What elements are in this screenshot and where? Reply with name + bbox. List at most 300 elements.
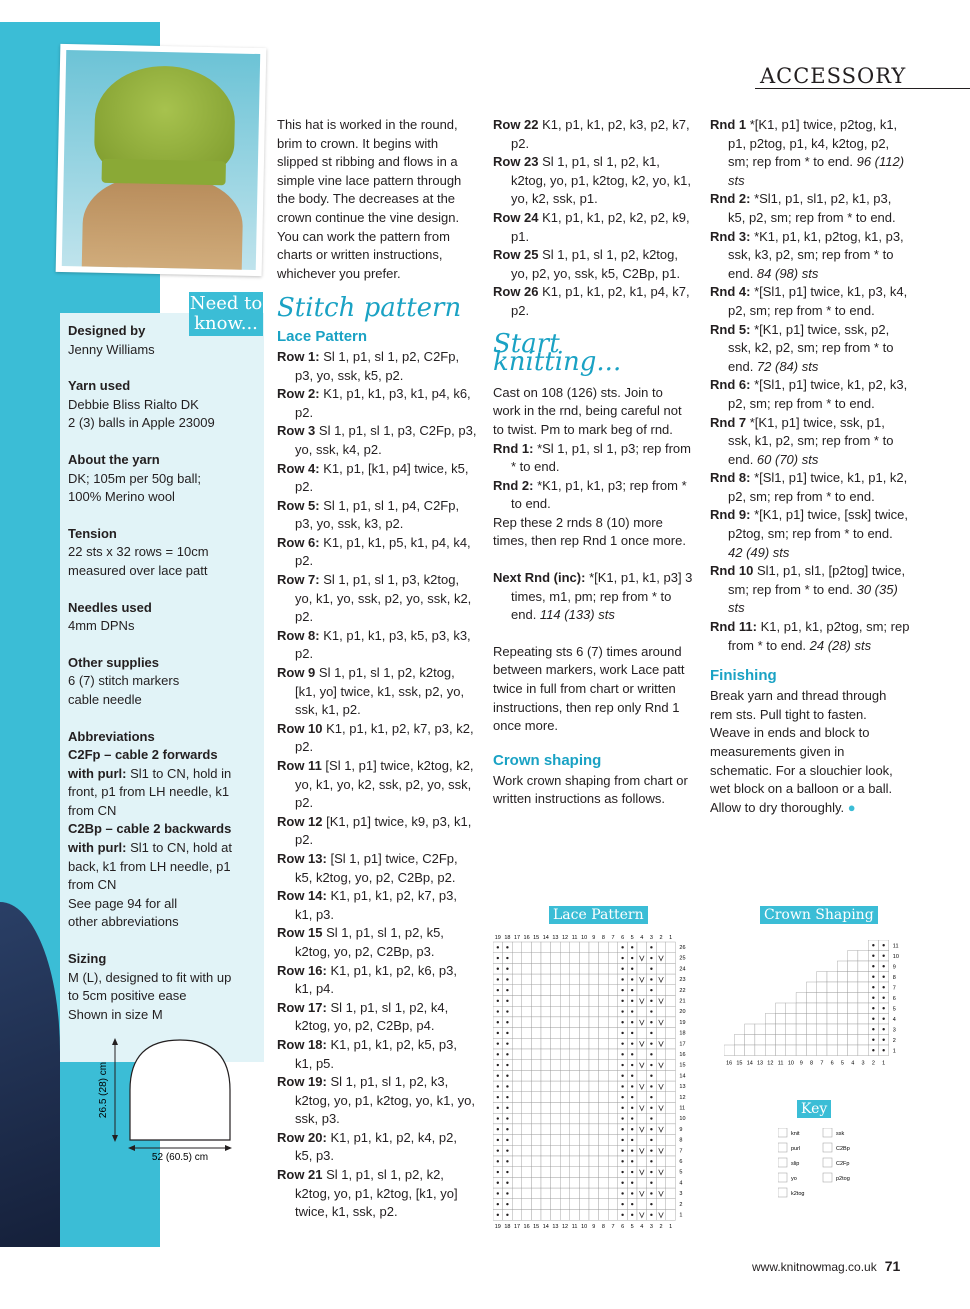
purl-mark bbox=[497, 1085, 499, 1087]
purl-mark bbox=[882, 1049, 884, 1051]
purl-mark bbox=[497, 1053, 499, 1055]
instruction-row: Rnd 6: *[Sl1, p1] twice, k1, p2, k3, p2, sm; rep from * to end. bbox=[710, 377, 908, 411]
lace-cell bbox=[637, 1038, 647, 1049]
crown-row-label: 10 bbox=[892, 954, 899, 960]
lace-cell bbox=[589, 1038, 599, 1049]
info-line: 100% Merino wool bbox=[68, 489, 175, 505]
purl-mark bbox=[506, 1128, 508, 1130]
finishing-title: Finishing bbox=[710, 667, 777, 685]
lace-col-label: 10 bbox=[581, 935, 588, 941]
purl-mark bbox=[882, 997, 884, 999]
key-label: k2tog bbox=[791, 1191, 805, 1197]
lace-cell bbox=[608, 1070, 618, 1081]
lace-cell bbox=[522, 996, 532, 1007]
lace-cell bbox=[541, 1060, 551, 1071]
crown-cell bbox=[776, 1045, 786, 1056]
lace-cell bbox=[589, 985, 599, 996]
crown-col-label: 10 bbox=[787, 1060, 795, 1067]
crown-cell bbox=[837, 982, 847, 993]
lace-cell bbox=[666, 1135, 676, 1146]
lace-cell bbox=[551, 1006, 561, 1017]
lace-row-label: 11 bbox=[679, 1105, 686, 1112]
key-swatch bbox=[823, 1128, 832, 1137]
crown-cell bbox=[827, 1014, 837, 1025]
lace-chart bbox=[493, 930, 713, 1240]
key-title: Key bbox=[797, 1100, 831, 1118]
purl-mark bbox=[621, 1214, 623, 1216]
lace-row-label: 25 bbox=[679, 955, 686, 962]
lace-cell bbox=[589, 1028, 599, 1039]
crown-cell bbox=[786, 1003, 796, 1014]
lace-cell bbox=[579, 1070, 589, 1081]
crown-col-label: 5 bbox=[840, 1060, 844, 1067]
lace-cell bbox=[599, 1124, 609, 1135]
lace-cell bbox=[551, 1038, 561, 1049]
lace-col-label: 11 bbox=[571, 1224, 578, 1231]
lace-cell bbox=[656, 1038, 666, 1049]
info-line: See page 94 for all bbox=[68, 895, 178, 911]
lace-cell bbox=[570, 1113, 580, 1124]
crown-row-label: 5 bbox=[892, 1006, 896, 1013]
lace-cell bbox=[522, 1049, 532, 1060]
lace-cell bbox=[541, 985, 551, 996]
lace-cell bbox=[551, 1081, 561, 1092]
lace-cell bbox=[637, 1145, 647, 1156]
lace-col-label: 16 bbox=[523, 1224, 530, 1231]
lace-cell bbox=[541, 953, 551, 964]
lace-cell bbox=[666, 1145, 676, 1156]
crown-col-label: 2 bbox=[871, 1060, 875, 1067]
lace-cell bbox=[551, 1028, 561, 1039]
instruction-row: Row 6: K1, p1, k1, p5, k1, p4, k4, p2. bbox=[277, 534, 471, 569]
crown-row-label: 1 bbox=[892, 1048, 896, 1055]
lace-cell bbox=[599, 1038, 609, 1049]
crown-cell bbox=[827, 1035, 837, 1046]
lace-cell bbox=[560, 985, 570, 996]
lace-cell bbox=[637, 1103, 647, 1114]
lace-cell bbox=[541, 996, 551, 1007]
lace-cell bbox=[666, 1167, 676, 1178]
lace-cell bbox=[560, 1124, 570, 1135]
section-label: ACCESSORY bbox=[760, 64, 907, 88]
lace-cell bbox=[579, 1135, 589, 1146]
crown-cell bbox=[796, 1045, 806, 1056]
lace-cell bbox=[608, 1081, 618, 1092]
lace-cell bbox=[656, 942, 666, 953]
purl-mark bbox=[872, 965, 874, 967]
purl-mark bbox=[506, 1203, 508, 1205]
crown-cell bbox=[827, 982, 837, 993]
purl-mark bbox=[497, 1107, 499, 1109]
lace-cell bbox=[637, 1070, 647, 1081]
lace-cell bbox=[589, 1049, 599, 1060]
lace-cell bbox=[531, 1060, 541, 1071]
lace-cell bbox=[512, 1124, 522, 1135]
purl-mark bbox=[621, 1128, 623, 1130]
lace-cell bbox=[551, 1145, 561, 1156]
crown-col-label: 12 bbox=[767, 1060, 774, 1067]
instruction-row: Row 16: K1, p1, k1, p2, k6, p3, k1, p4. bbox=[277, 962, 457, 997]
lace-cell bbox=[579, 1188, 589, 1199]
chart-key bbox=[778, 1128, 868, 1208]
lace-cell bbox=[608, 1124, 618, 1135]
info-line: C2Bp – cable 2 backwards bbox=[68, 821, 232, 837]
lace-cell bbox=[522, 1113, 532, 1124]
crown-row-label: 11 bbox=[892, 943, 899, 950]
purl-mark bbox=[872, 986, 874, 988]
lace-rows-2 bbox=[493, 116, 693, 321]
purl-mark bbox=[650, 978, 652, 980]
lace-cell bbox=[666, 953, 676, 964]
instruction-row: Row 22 K1, p1, k1, p2, k3, p2, k7, p2. bbox=[493, 117, 690, 151]
lace-cell bbox=[608, 963, 618, 974]
crown-cell bbox=[806, 1014, 816, 1025]
crown-col-label: 7 bbox=[820, 1060, 824, 1067]
lace-cell bbox=[560, 1017, 570, 1028]
lace-cell bbox=[522, 974, 532, 985]
purl-mark bbox=[650, 1032, 652, 1034]
lace-cell bbox=[599, 1145, 609, 1156]
purl-mark bbox=[650, 1107, 652, 1109]
hat-schematic bbox=[90, 1035, 260, 1165]
purl-mark bbox=[497, 1128, 499, 1130]
purl-mark bbox=[621, 1010, 623, 1012]
purl-mark bbox=[650, 1160, 652, 1162]
schematic-width: 52 (60.5) cm bbox=[151, 1152, 209, 1163]
crown-rows bbox=[710, 116, 910, 655]
lace-cell bbox=[551, 1156, 561, 1167]
lace-cell bbox=[579, 1038, 589, 1049]
purl-mark bbox=[650, 989, 652, 991]
lace-cell bbox=[656, 1124, 666, 1135]
lace-cell bbox=[512, 942, 522, 953]
lace-cell bbox=[599, 1188, 609, 1199]
lace-row-label: 12 bbox=[679, 1094, 686, 1101]
lace-cell bbox=[589, 1156, 599, 1167]
lace-cell bbox=[656, 953, 666, 964]
crown-cell bbox=[745, 1024, 755, 1035]
lace-cell bbox=[589, 1188, 599, 1199]
crown-cell bbox=[848, 961, 858, 972]
info-line: front, p1 from LH needle, k1 bbox=[68, 784, 230, 800]
lace-cell bbox=[656, 1103, 666, 1114]
purl-mark bbox=[631, 1053, 633, 1055]
info-line: Jenny Williams bbox=[68, 341, 155, 357]
info-line: from CN bbox=[68, 877, 117, 893]
lace-cell bbox=[579, 1177, 589, 1188]
lace-cell bbox=[560, 963, 570, 974]
crown-cell bbox=[858, 1024, 868, 1035]
footer: www.knitnowmag.co.uk 71 bbox=[752, 1258, 901, 1274]
crown-cell bbox=[858, 972, 868, 983]
lace-cell bbox=[531, 1188, 541, 1199]
crown-cell bbox=[858, 961, 868, 972]
lace-cell bbox=[541, 1167, 551, 1178]
lace-col-label: 17 bbox=[513, 1224, 521, 1231]
crown-cell bbox=[837, 972, 847, 983]
purl-mark bbox=[650, 1000, 652, 1002]
purl-mark bbox=[631, 1000, 633, 1002]
lace-cell bbox=[560, 1081, 570, 1092]
purl-mark bbox=[631, 1075, 633, 1077]
lace-cell bbox=[570, 1210, 580, 1221]
lace-cell bbox=[522, 1103, 532, 1114]
lace-cell bbox=[531, 1081, 541, 1092]
purl-mark bbox=[621, 968, 623, 970]
purl-mark bbox=[650, 1128, 652, 1130]
purl-mark bbox=[497, 1021, 499, 1023]
crown-cell bbox=[796, 1014, 806, 1025]
lace-cell bbox=[541, 1092, 551, 1103]
instruction-row: Repeating sts 6 (7) times around between markers, work Lace patt twice in full from chart or written instructions, then rep only Rnd 1 once more. bbox=[493, 643, 685, 734]
purl-mark bbox=[631, 1085, 633, 1087]
lace-cell bbox=[666, 1210, 676, 1221]
info-line: to 5cm positive ease bbox=[68, 988, 187, 1004]
need-to-know-tab: Need to know... bbox=[189, 293, 263, 334]
lace-cell bbox=[666, 974, 676, 985]
lace-cell bbox=[531, 963, 541, 974]
info-line: Debbie Bliss Rialto DK bbox=[68, 396, 199, 412]
purl-mark bbox=[621, 957, 623, 959]
crown-cell bbox=[786, 1024, 796, 1035]
purl-mark bbox=[650, 1085, 652, 1087]
lace-cell bbox=[522, 1199, 532, 1210]
crown-cell bbox=[858, 982, 868, 993]
info-line: with purl: Sl1 to CN, hold at bbox=[68, 840, 232, 856]
info-heading: Designed by bbox=[68, 323, 146, 338]
lace-col-label: 16 bbox=[523, 935, 530, 941]
purl-mark bbox=[650, 1096, 652, 1098]
lace-cell bbox=[608, 1017, 618, 1028]
lace-cell bbox=[637, 942, 647, 953]
lace-cell bbox=[579, 974, 589, 985]
lace-cell bbox=[551, 974, 561, 985]
lace-cell bbox=[608, 1006, 618, 1017]
crown-cell bbox=[837, 1024, 847, 1035]
hat-photo bbox=[56, 44, 267, 276]
purl-mark bbox=[621, 1053, 623, 1055]
purl-mark bbox=[872, 1028, 874, 1030]
purl-mark bbox=[506, 1010, 508, 1012]
lace-cell bbox=[637, 985, 647, 996]
crown-cell bbox=[755, 1035, 765, 1046]
purl-mark bbox=[631, 1160, 633, 1162]
lace-cell bbox=[551, 963, 561, 974]
lace-cell bbox=[637, 953, 647, 964]
purl-mark bbox=[650, 1117, 652, 1119]
lace-cell bbox=[666, 1188, 676, 1199]
lace-cell bbox=[531, 974, 541, 985]
crown-cell bbox=[796, 993, 806, 1004]
purl-mark bbox=[497, 1042, 499, 1044]
lace-cell bbox=[531, 1167, 541, 1178]
start-knitting-title: Start knitting... bbox=[493, 328, 622, 378]
lace-cell bbox=[531, 1113, 541, 1124]
lace-cell bbox=[570, 1081, 580, 1092]
lace-cell bbox=[531, 1124, 541, 1135]
lace-cell bbox=[656, 1145, 666, 1156]
lace-cell bbox=[570, 1124, 580, 1135]
lace-row-label: 7 bbox=[679, 1148, 683, 1155]
lace-cell bbox=[589, 1060, 599, 1071]
info-heading: About the yarn bbox=[68, 451, 160, 467]
lace-cell bbox=[551, 1199, 561, 1210]
instruction-row: Row 13: [Sl 1, p1] twice, C2Fp, k5, k2tog, yo, p2, C2Bp, p2. bbox=[277, 850, 458, 885]
lace-cell bbox=[512, 1081, 522, 1092]
crown-col-label: 14 bbox=[746, 1060, 753, 1067]
lace-col-label: 18 bbox=[504, 1224, 511, 1231]
lace-cell bbox=[541, 1199, 551, 1210]
lace-cell bbox=[551, 1113, 561, 1124]
lace-cell bbox=[541, 942, 551, 953]
lace-col-label: 3 bbox=[649, 935, 653, 941]
lace-cell bbox=[666, 963, 676, 974]
lace-cell bbox=[512, 1156, 522, 1167]
lace-col-label: 7 bbox=[611, 935, 615, 941]
purl-mark bbox=[497, 1160, 499, 1162]
lace-cell bbox=[560, 1210, 570, 1221]
instruction-row: Rnd 9: *[K1, p1] twice, [ssk] twice, p2tog, sm; rep from * to end. 42 (49) sts bbox=[710, 507, 908, 560]
key-swatch bbox=[778, 1173, 787, 1182]
crown-cell bbox=[817, 972, 827, 983]
crown-row-label: 2 bbox=[892, 1038, 896, 1044]
purl-mark bbox=[506, 1171, 508, 1173]
lace-cell bbox=[656, 1092, 666, 1103]
lace-row-label: 1 bbox=[679, 1212, 683, 1219]
crown-cell bbox=[776, 1024, 786, 1035]
lace-col-label: 9 bbox=[592, 935, 596, 941]
lace-cell bbox=[531, 1017, 541, 1028]
purl-mark bbox=[497, 1000, 499, 1002]
lace-cell bbox=[541, 1028, 551, 1039]
lace-col-label: 12 bbox=[561, 935, 569, 941]
lace-col-label: 15 bbox=[533, 935, 540, 941]
lace-cell bbox=[512, 1188, 522, 1199]
instruction-row: Row 1: Sl 1, p1, sl 1, p2, C2Fp, p3, yo, ssk, k5, p2. bbox=[277, 348, 460, 383]
crown-cell bbox=[827, 993, 837, 1004]
crown-col-label: 6 bbox=[830, 1060, 834, 1067]
purl-mark bbox=[506, 1032, 508, 1034]
lace-cell bbox=[666, 1028, 676, 1039]
lace-cell bbox=[541, 1038, 551, 1049]
instruction-row: Row 12 [K1, p1] twice, k9, p3, k1, p2. bbox=[277, 813, 472, 848]
lace-cell bbox=[637, 1060, 647, 1071]
purl-mark bbox=[621, 1160, 623, 1162]
purl-mark bbox=[650, 1075, 652, 1077]
lace-cell bbox=[512, 1113, 522, 1124]
purl-mark bbox=[631, 1139, 633, 1141]
lace-cell bbox=[570, 1103, 580, 1114]
info-line: DK; 105m per 50g ball; bbox=[68, 470, 201, 486]
instruction-row: Row 11 [Sl 1, p1] twice, k2tog, k2, yo, k1, yo, k2, ssk, p2, yo, ssk, p2. bbox=[277, 758, 474, 811]
crown-cell bbox=[755, 1045, 765, 1056]
lace-cell bbox=[579, 1210, 589, 1221]
lace-cell bbox=[560, 1167, 570, 1178]
crown-cell bbox=[786, 1014, 796, 1025]
lace-cell bbox=[560, 1060, 570, 1071]
purl-mark bbox=[872, 1007, 874, 1009]
crown-row-label: 8 bbox=[892, 975, 896, 981]
lace-cell bbox=[579, 1017, 589, 1028]
lace-cell bbox=[579, 953, 589, 964]
lace-cell bbox=[656, 1135, 666, 1146]
lace-cell bbox=[541, 974, 551, 985]
lace-cell bbox=[637, 1156, 647, 1167]
purl-mark bbox=[506, 1192, 508, 1194]
instruction-row: Rnd 11: K1, p1, k1, p2tog, sm; rep from * to end. 24 (28) sts bbox=[710, 619, 910, 653]
lace-row-label: 6 bbox=[679, 1159, 683, 1165]
lace-cell bbox=[608, 996, 618, 1007]
lace-col-label: 5 bbox=[630, 935, 634, 941]
crown-cell bbox=[817, 1003, 827, 1014]
lace-col-label: 12 bbox=[561, 1224, 569, 1231]
lace-cell bbox=[512, 1103, 522, 1114]
crown-cell bbox=[858, 1014, 868, 1025]
lace-cell bbox=[522, 1124, 532, 1135]
purl-mark bbox=[506, 1117, 508, 1119]
purl-mark bbox=[497, 946, 499, 948]
instruction-row: Next Rnd (inc): *[K1, p1, k1, p3] 3 times, m1, pm; rep from * to end. 114 (133) sts bbox=[493, 570, 693, 623]
purl-mark bbox=[650, 1214, 652, 1216]
purl-mark bbox=[872, 997, 874, 999]
lace-cell bbox=[608, 1145, 618, 1156]
lace-cell bbox=[541, 1103, 551, 1114]
crown-col-label: 3 bbox=[861, 1060, 865, 1067]
lace-cell bbox=[599, 1092, 609, 1103]
purl-mark bbox=[631, 1182, 633, 1184]
purl-mark bbox=[882, 965, 884, 967]
lace-cell bbox=[608, 1156, 618, 1167]
lace-cell bbox=[589, 1070, 599, 1081]
lace-cell bbox=[522, 1060, 532, 1071]
key-swatch bbox=[778, 1143, 787, 1152]
purl-mark bbox=[506, 1149, 508, 1151]
crown-cell bbox=[776, 1003, 786, 1014]
lace-cell bbox=[637, 1092, 647, 1103]
purl-mark bbox=[506, 1075, 508, 1077]
purl-mark bbox=[650, 1203, 652, 1205]
purl-mark bbox=[506, 978, 508, 980]
lace-cell bbox=[560, 1156, 570, 1167]
purl-mark bbox=[631, 968, 633, 970]
lace-cell bbox=[570, 1156, 580, 1167]
lace-cell bbox=[512, 1017, 522, 1028]
lace-cell bbox=[656, 1070, 666, 1081]
lace-cell bbox=[541, 1188, 551, 1199]
lace-cell bbox=[599, 1210, 609, 1221]
key-label: purl bbox=[791, 1146, 801, 1152]
purl-mark bbox=[497, 1075, 499, 1077]
purl-mark bbox=[497, 1203, 499, 1205]
end-mark-icon: ● bbox=[847, 799, 856, 815]
lace-cell bbox=[522, 1017, 532, 1028]
schematic-height: 26.5 (28) cm bbox=[98, 1061, 109, 1119]
lace-cell bbox=[560, 942, 570, 953]
lace-cell bbox=[531, 1135, 541, 1146]
lace-cell bbox=[589, 1081, 599, 1092]
lace-cell bbox=[522, 942, 532, 953]
purl-mark bbox=[506, 989, 508, 991]
crown-cell bbox=[848, 951, 858, 962]
crown-cell bbox=[827, 1024, 837, 1035]
lace-cell bbox=[656, 1156, 666, 1167]
lace-cell bbox=[570, 1199, 580, 1210]
purl-mark bbox=[650, 1182, 652, 1184]
lace-cell bbox=[666, 1199, 676, 1210]
lace-cell bbox=[512, 1199, 522, 1210]
stitch-pattern-title: Stitch pattern bbox=[277, 293, 462, 324]
lace-cell bbox=[599, 1135, 609, 1146]
